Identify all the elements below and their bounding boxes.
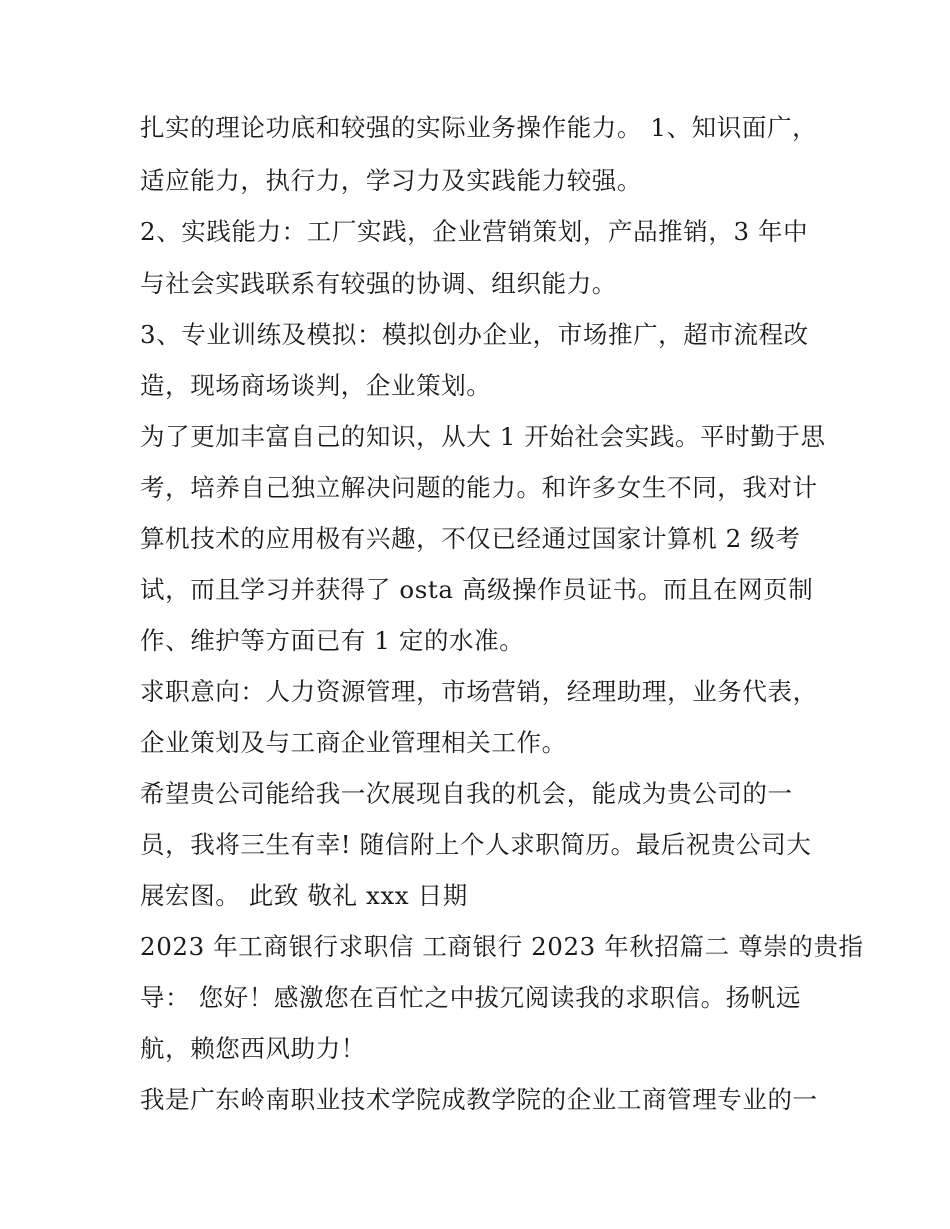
text-line: 希望贵公司能给我一次展现自我的机会，能成为贵公司的一 (140, 779, 793, 808)
text-line: 2023 年工商银行求职信 工商银行 2023 年秋招篇二 尊崇的贵指 (140, 932, 864, 961)
text-line: 与社会实践联系有较强的协调、组织能力。 (140, 269, 617, 298)
text-line: 为了更加丰富自己的知识，从大 1 开始社会实践。平时勤于思 (140, 422, 826, 451)
text-line: 导： 您好！感激您在百忙之中拔冗阅读我的求职信。扬帆远 (140, 983, 801, 1012)
text-line: 求职意向：人力资源管理，市场营销，经理助理，业务代表， (140, 677, 818, 706)
text-line: 扎实的理论功底和较强的实际业务操作能力。 1、知识面广， (140, 113, 818, 142)
text-line: 作、维护等方面已有 1 定的水准。 (140, 626, 525, 655)
text-line: 展宏图。 此致 敬礼 xxx 日期 (140, 881, 468, 910)
text-line: 算机技术的应用极有兴趣，不仅已经通过国家计算机 2 级考 (140, 524, 801, 553)
text-line: 试，而且学习并获得了 osta 高级操作员证书。而且在网页制 (140, 575, 814, 604)
text-line: 员，我将三生有幸! 随信附上个人求职简历。最后祝贵公司大 (140, 830, 812, 859)
text-line: 企业策划及与工商企业管理相关工作。 (140, 728, 567, 757)
text-line: 造，现场商场谈判，企业策划。 (140, 371, 492, 400)
text-line: 适应能力，执行力，学习力及实践能力较强。 (140, 166, 642, 195)
text-line: 我是广东岭南职业技术学院成教学院的企业工商管理专业的一 (140, 1085, 818, 1114)
text-line: 考，培养自己独立解决问题的能力。和许多女生不同，我对计 (140, 473, 818, 502)
text-line: 航，赖您西风助力！ (140, 1034, 366, 1063)
text-line: 3、专业训练及模拟：模拟创办企业，市场推广，超市流程改 (140, 320, 809, 349)
text-line: 2、实践能力：工厂实践，企业营销策划，产品推销，3 年中 (140, 217, 809, 246)
